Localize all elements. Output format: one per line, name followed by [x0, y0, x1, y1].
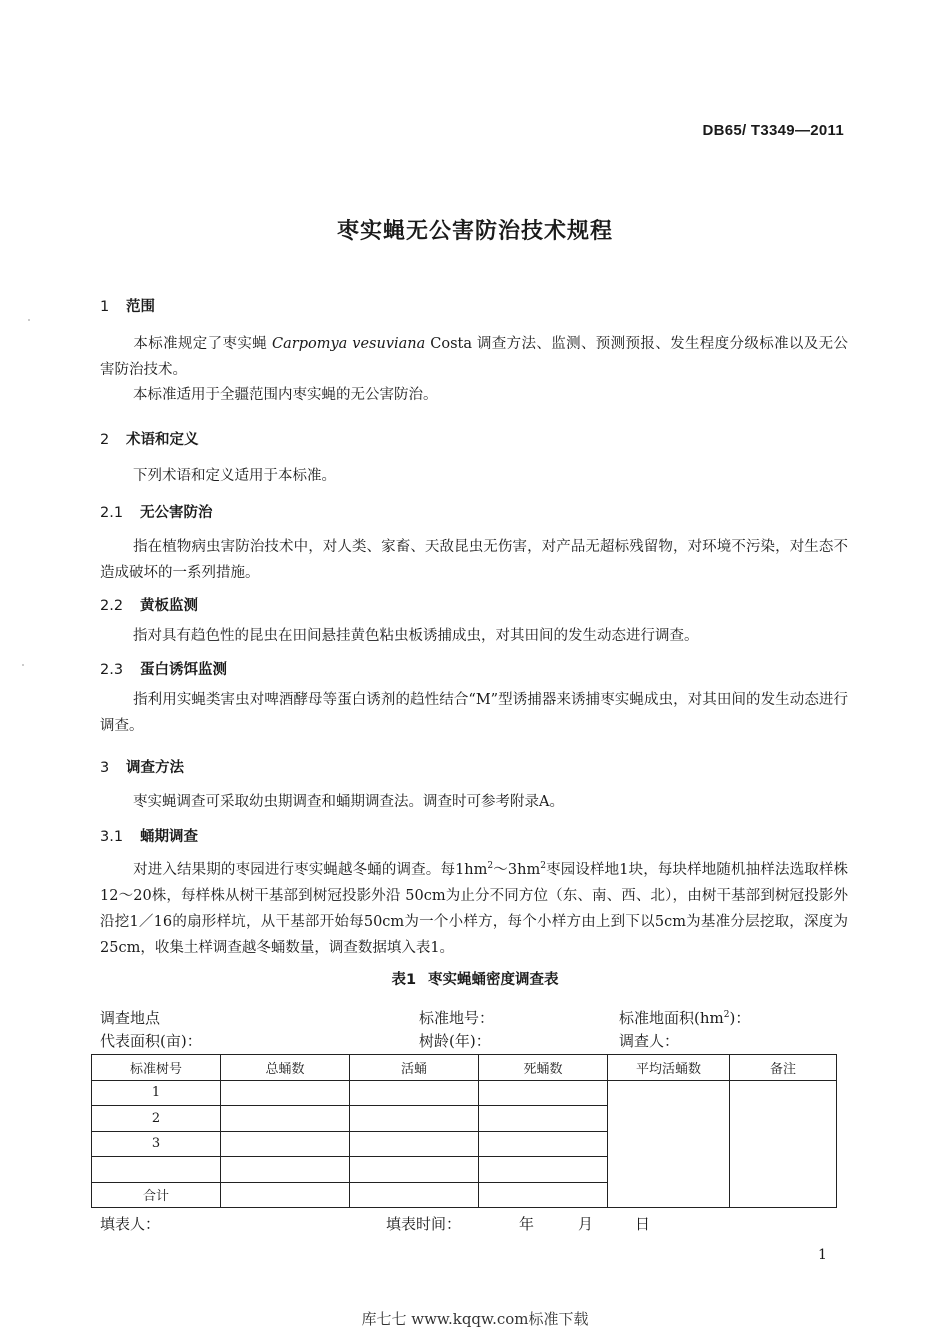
- table-row: [92, 1080, 837, 1106]
- species-latin-name: Carpomya vesuviana: [272, 336, 426, 352]
- section-1-heading: [100, 295, 155, 316]
- section-number: 1: [100, 299, 110, 315]
- section-2-2-heading: 2.2 黄板监测: [100, 598, 198, 614]
- remarks-cell: [730, 1080, 837, 1208]
- section-1-paragraph-1: 本标准规定了枣实蝇 Carpomya vesuviana Costa 调查方法、监测、预测预报、发生程度分级标准以及无公害防治技术。: [100, 336, 849, 378]
- table-cell: [350, 1182, 479, 1208]
- document-title: 枣实蝇无公害防治技术规程: [336, 219, 613, 244]
- table-cell: [479, 1157, 608, 1183]
- section-3-1-heading: 3.1 蛹期调查: [100, 829, 198, 845]
- column-header: 备注: [730, 1055, 837, 1081]
- day-label: 日: [635, 1215, 651, 1233]
- column-header: 平均活蛹数: [608, 1055, 730, 1081]
- table-cell: [221, 1131, 350, 1157]
- table-header-row: [92, 1055, 837, 1081]
- column-header: 标准树号: [92, 1055, 221, 1081]
- section-3-paragraph: 枣实蝇调查可采取幼虫期调查和蛹期调查法。调查时可参考附录A。: [133, 794, 564, 810]
- average-live-pupae-cell: [608, 1080, 730, 1208]
- tree-number-cell: 2: [92, 1106, 221, 1132]
- section-2-1-heading: 2.1 无公害防治: [100, 505, 213, 521]
- section-3-heading: 3 调查方法: [100, 760, 184, 776]
- scan-speck: [28, 319, 30, 321]
- filled-by-label: 填表人：: [100, 1215, 161, 1233]
- table-caption: 表1 枣实蝇蛹密度调查表: [391, 972, 559, 988]
- page-number: 1: [818, 1247, 827, 1263]
- table-cell: [221, 1106, 350, 1132]
- year-label: 年: [519, 1215, 535, 1233]
- plot-area-label: 标准地面积$(hm^2)$：: [619, 1009, 751, 1027]
- total-label-cell: 合计: [92, 1182, 221, 1208]
- section-1-paragraph-2: 本标准适用于全疆范围内枣实蝇的无公害防治。: [133, 387, 438, 403]
- table-cell: [221, 1182, 350, 1208]
- table-cell: [479, 1182, 608, 1208]
- tree-age-label: 树龄(年)：: [419, 1032, 491, 1050]
- column-header: 总蛹数: [221, 1055, 350, 1081]
- table-cell: [479, 1106, 608, 1132]
- pupa-density-table: [91, 1054, 837, 1208]
- plot-number-label: 标准地号：: [419, 1009, 495, 1027]
- column-header: 活蛹: [350, 1055, 479, 1081]
- tree-number-cell: 1: [92, 1080, 221, 1106]
- scan-speck: [22, 664, 24, 666]
- table-cell: [221, 1157, 350, 1183]
- section-2-heading: 2 术语和定义: [100, 432, 199, 448]
- table-cell: [479, 1080, 608, 1106]
- table-cell: [350, 1157, 479, 1183]
- section-title: 范围: [126, 299, 155, 315]
- section-3-1-paragraph: 对进入结果期的枣园进行枣实蝇越冬蛹的调查。每$1hm^2\sim 3hm^2$枣园设样地1块，每块样地随机抽样法选取样株12～20株，每样株从树干基部到树冠投影外沿 50cm为止分不同方位（东、南、西、北），由树干基部到树冠投影外沿挖1／16的扇形样坑，从干基部开始每50cm为一个小样方，每个小样方由上到下以5cm为基准分层挖取，深度为25cm，收集土样调查越冬蛹数量，调查数据填入表1。: [100, 861, 848, 956]
- surveyor-label: 调查人：: [619, 1032, 680, 1050]
- table-cell: [479, 1131, 608, 1157]
- fill-time-label: 填表时间：: [386, 1215, 462, 1233]
- survey-site-label: 调查地点: [100, 1009, 161, 1027]
- standard-code: DB65/ T3349—2011: [702, 122, 844, 139]
- section-2-paragraph: 下列术语和定义适用于本标准。: [133, 468, 336, 484]
- section-2-2-paragraph: 指对具有趋色性的昆虫在田间悬挂黄色粘虫板诱捕成虫，对其田间的发生动态进行调查。: [133, 628, 699, 644]
- section-2-3-heading: 2.3 蛋白诱饵监测: [100, 662, 227, 678]
- section-2-1-paragraph: 指在植物病虫害防治技术中，对人类、家畜、天敌昆虫无伤害，对产品无超标残留物，对环境不污染，对生态不造成破坏的一系列措施。: [100, 539, 848, 581]
- tree-number-cell: 3: [92, 1131, 221, 1157]
- table-cell: [350, 1080, 479, 1106]
- table-cell: [350, 1131, 479, 1157]
- table-cell: [221, 1080, 350, 1106]
- represented-area-label: 代表面积(亩)：: [100, 1032, 202, 1050]
- section-2-3-paragraph: 指利用实蝇类害虫对啤酒酵母等蛋白诱剂的趋性结合“M”型诱捕器来诱捕枣实蝇成虫，对其田间的发生动态进行调查。: [100, 692, 848, 734]
- tree-number-cell: [92, 1157, 221, 1183]
- column-header: 死蛹数: [479, 1055, 608, 1081]
- month-label: 月: [578, 1215, 594, 1233]
- table-cell: [350, 1106, 479, 1132]
- watermark-footer: 库七七 www.kqqw.com标准下载: [361, 1310, 589, 1328]
